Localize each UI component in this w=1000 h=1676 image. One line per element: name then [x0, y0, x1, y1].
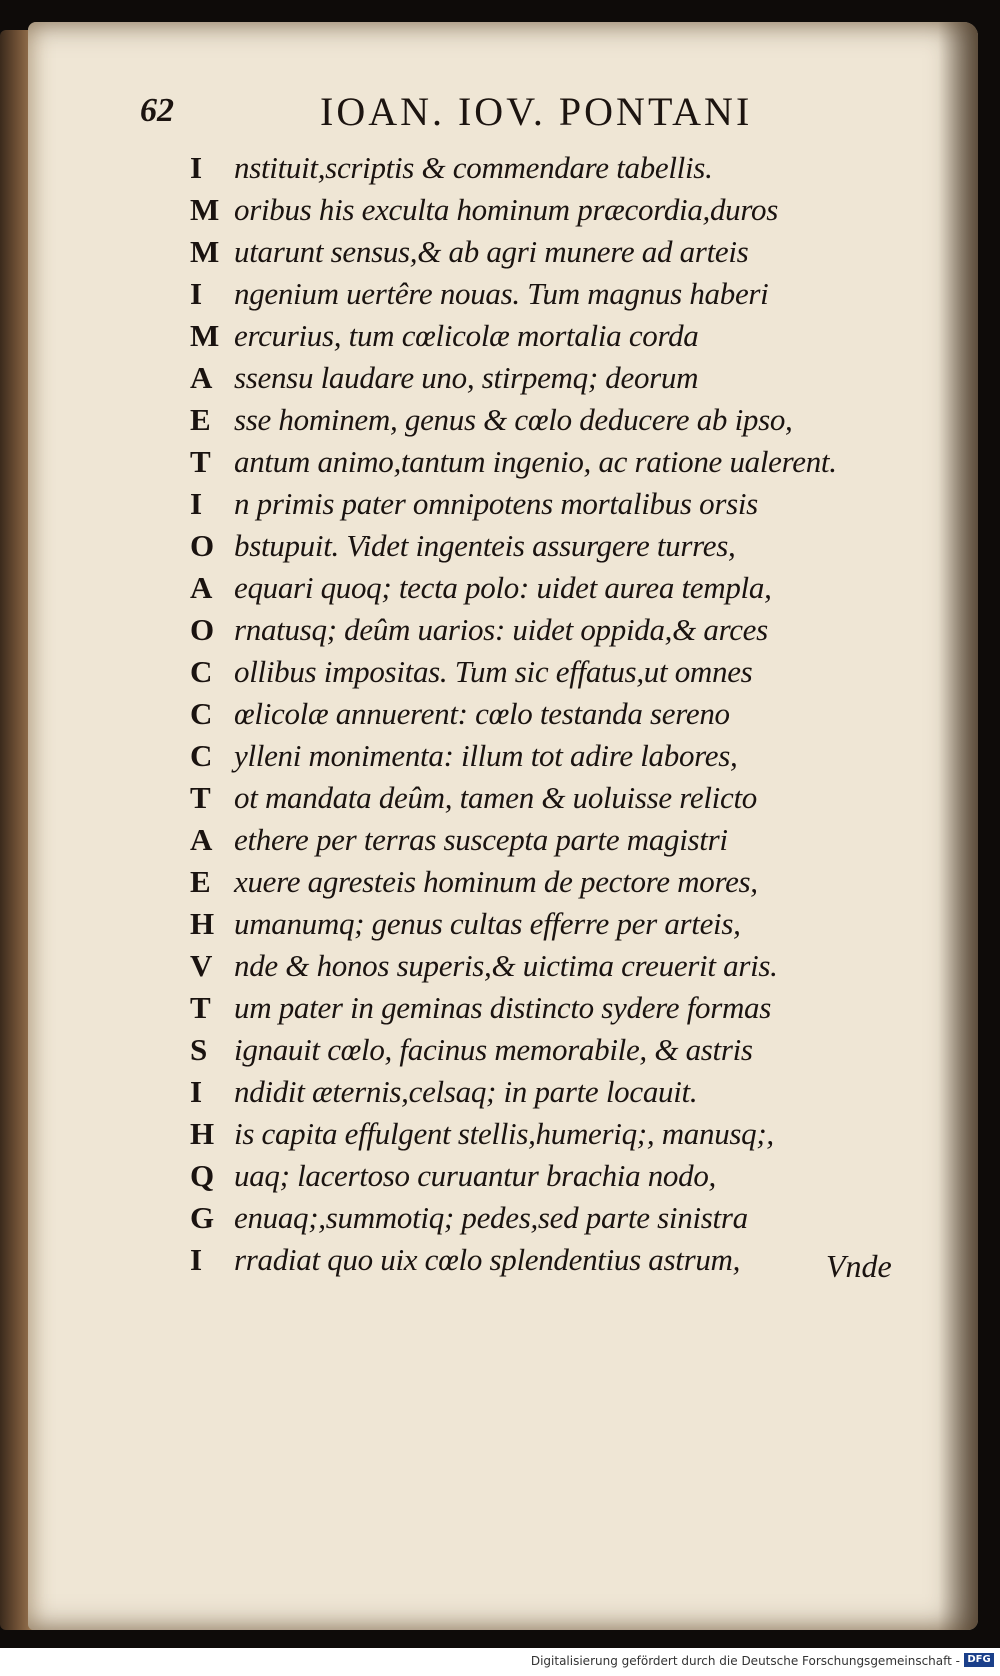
verse-initial: C — [190, 654, 213, 689]
verse-text: um pater in geminas distincto sydere formas — [234, 990, 772, 1025]
verse-text: ngenium uertêre nouas. Tum magnus haberi — [234, 276, 769, 311]
verse-text: ylleni monimenta: illum tot adire labores, — [234, 738, 738, 773]
verse-initial: I — [190, 1074, 203, 1109]
verse-text: ot mandata deûm, tamen & uoluisse relicto — [234, 780, 757, 815]
verse-text: rnatusq; deûm uarios: uidet oppida,& arces — [234, 612, 768, 647]
verse-initial: C — [190, 696, 213, 731]
verse-line — [190, 1032, 950, 1074]
verse-initial: H — [190, 906, 215, 941]
verse-initial: I — [190, 486, 203, 521]
verse-line — [190, 780, 950, 822]
verse-initial: O — [190, 528, 215, 563]
verse-line — [190, 864, 950, 906]
verse-initial: T — [190, 990, 211, 1025]
verse-initial: Q — [190, 1158, 215, 1193]
verse-initial: E — [190, 864, 211, 899]
catchword: Vnde — [826, 1248, 892, 1284]
verse-line — [190, 1200, 950, 1242]
verse-line — [190, 948, 950, 990]
verse-initial: E — [190, 402, 211, 437]
funding-notice: Digitalisierung gefördert durch die Deutsche Forschungsgemeinschaft - — [530, 1654, 960, 1668]
verse-text: oribus his exculta hominum præcordia,duros — [234, 192, 778, 227]
verse-line — [190, 150, 950, 192]
verse-text: ollibus impositas. Tum sic effatus,ut omnes — [234, 654, 753, 689]
verse-line — [190, 528, 950, 570]
verse-line — [190, 234, 950, 276]
verse-initial: M — [190, 318, 220, 353]
verse-text: uaq; lacertoso curuantur brachia nodo, — [234, 1158, 716, 1193]
verse-initial: I — [190, 150, 203, 185]
verse-text: nde & honos superis,& uictima creuerit aris. — [234, 948, 778, 983]
verse-line — [190, 402, 950, 444]
verse-text: equari quoq; tecta polo: uidet aurea templa, — [234, 570, 772, 605]
verse-text: nstituit,scriptis & commendare tabellis. — [234, 150, 713, 185]
verse-line — [190, 654, 950, 696]
verse-line — [190, 486, 950, 528]
verse-initial: S — [190, 1032, 208, 1067]
verse-initial: M — [190, 192, 220, 227]
verse-text: utarunt sensus,& ab agri munere ad arteis — [234, 234, 749, 269]
verse-text: œlicolæ annuerent: cœlo testanda sereno — [234, 696, 730, 731]
verse-text: is capita effulgent stellis,humeriq;, manusq;, — [234, 1116, 774, 1151]
verse-line — [190, 192, 950, 234]
verse-initial: I — [190, 1242, 203, 1277]
verse-initial: T — [190, 444, 211, 479]
verse-initial: H — [190, 1116, 215, 1151]
verse-block — [190, 150, 950, 1284]
verse-line — [190, 1074, 950, 1116]
verse-line — [190, 360, 950, 402]
verse-text: rradiat quo uix cœlo splendentius astrum, — [234, 1242, 741, 1277]
verse-line — [190, 696, 950, 738]
verse-text: ethere per terras suscepta parte magistri — [234, 822, 728, 857]
verse-line — [190, 738, 950, 780]
verse-line — [190, 570, 950, 612]
verse-initial: A — [190, 822, 213, 857]
dfg-logo: DFG — [964, 1653, 994, 1667]
running-head: IOAN. IOV. PONTANI — [320, 89, 753, 134]
verse-initial: I — [190, 276, 203, 311]
verse-text: sse hominem, genus & cœlo deducere ab ipso, — [234, 402, 793, 437]
verse-text: ignauit cœlo, facinus memorabile, & astris — [234, 1032, 753, 1067]
verse-line — [190, 906, 950, 948]
verse-line — [190, 822, 950, 864]
verse-initial: V — [190, 948, 213, 983]
verse-line — [190, 318, 950, 360]
verse-line — [190, 1116, 950, 1158]
verse-line — [190, 276, 950, 318]
verse-initial: A — [190, 360, 213, 395]
verse-line — [190, 1158, 950, 1200]
page-number: 62 — [140, 92, 174, 129]
verse-text: ndidit æternis,celsaq; in parte locauit. — [234, 1074, 698, 1109]
verse-initial: G — [190, 1200, 215, 1235]
footer-bar — [0, 1648, 1000, 1676]
verse-text: ercurius, tum cœlicolæ mortalia corda — [234, 318, 699, 353]
verse-line — [190, 990, 950, 1032]
verse-text: antum animo,tantum ingenio, ac ratione ualerent. — [234, 444, 837, 479]
verse-text: enuaq;,summotiq; pedes,sed parte sinistra — [234, 1200, 748, 1235]
verse-text: bstupuit. Videt ingenteis assurgere turres, — [234, 528, 736, 563]
verse-text: ssensu laudare uno, stirpemq; deorum — [234, 360, 699, 395]
verse-initial: O — [190, 612, 215, 647]
verse-text: n primis pater omnipotens mortalibus orsis — [234, 486, 758, 521]
verse-initial: M — [190, 234, 220, 269]
verse-text: umanumq; genus cultas efferre per arteis, — [234, 906, 741, 941]
verse-line — [190, 444, 950, 486]
verse-initial: A — [190, 570, 213, 605]
verse-text: xuere agresteis hominum de pectore mores, — [234, 864, 758, 899]
verse-line — [190, 612, 950, 654]
verse-initial: T — [190, 780, 211, 815]
verse-initial: C — [190, 738, 213, 773]
